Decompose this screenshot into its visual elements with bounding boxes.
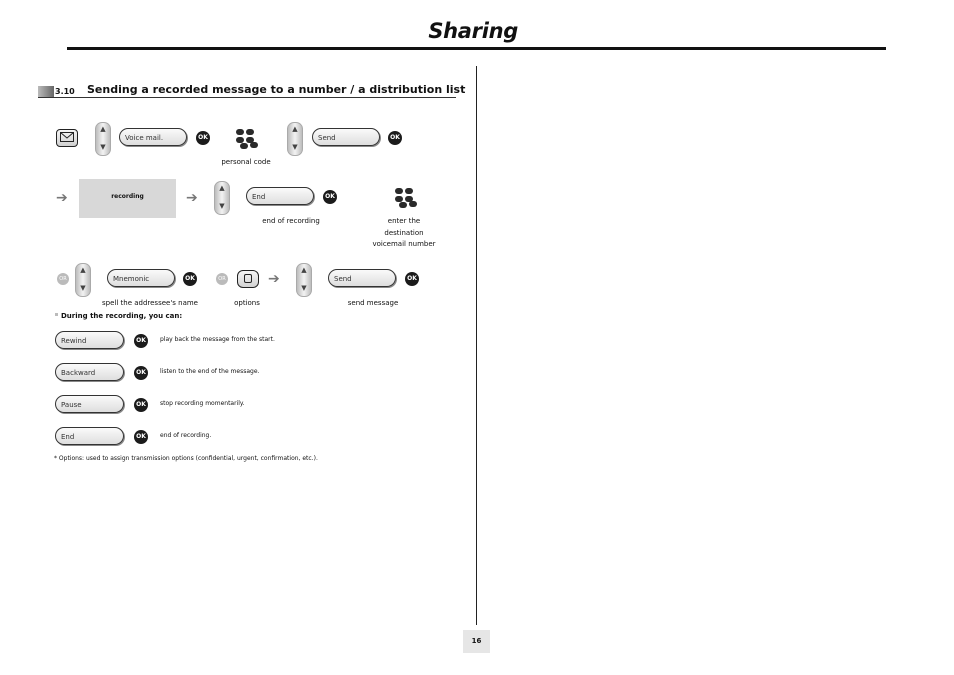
section-number: 3.10 [55,87,75,96]
pause-description: stop recording momentarily. [160,400,245,407]
ok-key: OK [405,272,419,286]
column-divider [476,66,477,625]
arrow-right-icon: ➔ [186,190,198,206]
bullet [55,313,58,316]
keypad-icon [234,128,260,150]
keypad-icon [393,187,419,209]
caption-destination-1: enter the [387,217,421,225]
caption-options: options [234,299,260,307]
ok-key: OK [388,131,402,145]
or-badge: OR [57,273,69,285]
title-divider [67,47,886,50]
rewind-description: play back the message from the start. [160,336,275,343]
backward-softkey: Backward [55,363,124,381]
mnemonic-softkey: Mnemonic [107,269,175,287]
end-softkey: End [55,427,124,445]
ok-key: OK [134,430,148,444]
section-divider [38,97,456,98]
ok-key: OK [134,366,148,380]
or-badge: OR [216,273,228,285]
page-title: Sharing [428,19,518,43]
rewind-softkey: Rewind [55,331,124,349]
pause-softkey: Pause [55,395,124,413]
navigator-icon: ▲ ▼ [75,263,91,297]
recording-box: recording [79,179,176,218]
footnote: * Options: used to assign transmission options (confidential, urgent, confirmation, etc.). [54,455,318,462]
send-softkey: Send [312,128,380,146]
voice-mail-softkey: Voice mail. [119,128,187,146]
send-softkey: Send [328,269,396,287]
end-softkey: End [246,187,314,205]
envelope-icon [56,129,78,147]
section-marker [38,86,54,97]
arrow-right-icon: ➔ [56,190,68,206]
caption-spell-name: spell the addressee's name [102,299,198,307]
navigator-icon: ▲ ▼ [214,181,230,215]
end-description: end of recording. [160,432,212,439]
ok-key: OK [134,334,148,348]
ok-key: OK [323,190,337,204]
navigator-icon: ▲ ▼ [287,122,303,156]
during-title: During the recording, you can: [61,312,183,320]
navigator-icon: ▲ ▼ [95,122,111,156]
backward-description: listen to the end of the message. [160,368,260,375]
options-key-icon [237,270,259,288]
ok-key: OK [134,398,148,412]
ok-key: OK [183,272,197,286]
ok-key: OK [196,131,210,145]
navigator-icon: ▲ ▼ [296,263,312,297]
caption-send-message: send message [347,299,399,307]
caption-end-of-recording: end of recording [262,217,320,225]
caption-destination-2: destination [384,229,424,237]
caption-destination-3: voicemail number [372,240,436,248]
page-number: 16 [463,630,490,653]
caption-personal-code: personal code [221,158,271,166]
arrow-right-icon: ➔ [268,271,280,287]
section-title: Sending a recorded message to a number / a distribution list [87,83,466,96]
